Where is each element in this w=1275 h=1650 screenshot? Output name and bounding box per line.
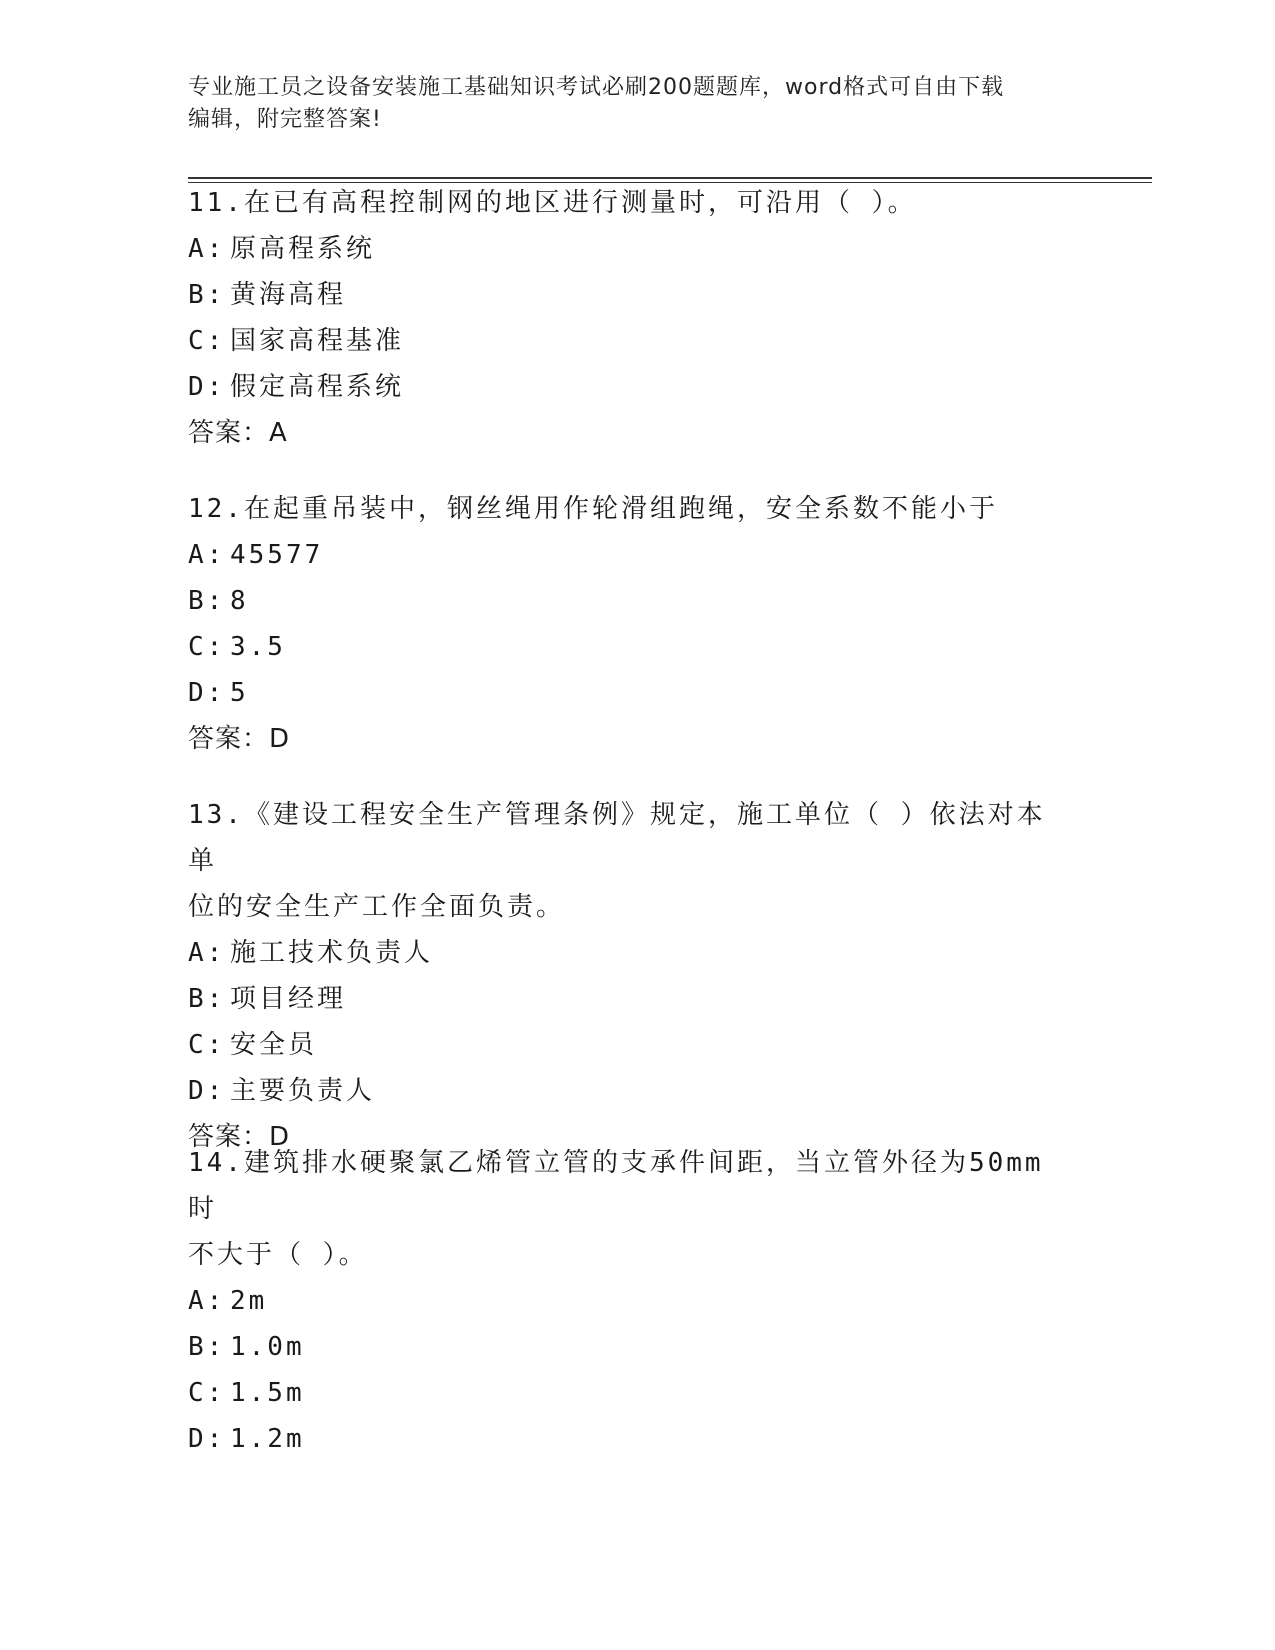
option-text: 1.0m — [230, 1332, 305, 1362]
option-d — [188, 364, 1068, 410]
header-title-line-2: 编辑，附完整答案! — [188, 107, 382, 132]
option-text: 原高程系统 — [230, 234, 376, 264]
answer-label: 答案：D — [188, 724, 291, 754]
option-b — [188, 1324, 1068, 1370]
option-d — [188, 1068, 1068, 1114]
option-letter: B: — [188, 586, 226, 616]
question-11 — [188, 180, 1068, 456]
header-title-line-1: 专业施工员之设备安装施工基础知识考试必刷200题题库，word格式可自由下载 — [188, 75, 1005, 100]
option-text: 安全员 — [230, 1030, 318, 1060]
option-text: 2m — [230, 1286, 268, 1316]
option-b — [188, 272, 1068, 318]
option-text: 假定高程系统 — [230, 372, 405, 402]
option-a — [188, 532, 1068, 578]
option-letter: A: — [188, 1286, 226, 1316]
answer-label: 答案：D — [188, 1122, 291, 1152]
question-stem: 14.建筑排水硬聚氯乙烯管立管的支承件间距，当立管外径为50mm时 — [188, 1148, 1044, 1224]
option-letter: C: — [188, 326, 226, 356]
option-c — [188, 624, 1068, 670]
option-text: 3.5 — [230, 632, 286, 662]
option-letter: D: — [188, 1076, 226, 1106]
option-c — [188, 318, 1068, 364]
question-12 — [188, 486, 1068, 762]
option-c — [188, 1022, 1068, 1068]
option-text: 项目经理 — [230, 984, 347, 1014]
option-letter: B: — [188, 984, 226, 1014]
question-13 — [188, 792, 1068, 1160]
question-stem-continued: 位的安全生产工作全面负责。 — [188, 892, 566, 922]
option-letter: B: — [188, 280, 226, 310]
option-text: 8 — [230, 586, 249, 616]
option-text: 1.2m — [230, 1424, 305, 1454]
question-stem: 13.《建设工程安全生产管理条例》规定，施工单位（ ）依法对本单 — [188, 800, 1046, 876]
option-c — [188, 1370, 1068, 1416]
option-text: 1.5m — [230, 1378, 305, 1408]
option-letter: C: — [188, 1030, 226, 1060]
question-stem: 11.在已有高程控制网的地区进行测量时，可沿用（ ）。 — [188, 188, 917, 218]
option-d — [188, 1416, 1068, 1462]
option-text: 黄海高程 — [230, 280, 347, 310]
option-letter: A: — [188, 540, 226, 570]
option-text: 5 — [230, 678, 249, 708]
option-letter: A: — [188, 234, 226, 264]
option-a — [188, 226, 1068, 272]
option-b — [188, 578, 1068, 624]
option-a — [188, 930, 1068, 976]
option-text: 国家高程基准 — [230, 326, 405, 356]
option-b — [188, 976, 1068, 1022]
option-d — [188, 670, 1068, 716]
header-divider-thick — [188, 177, 1152, 179]
option-text: 施工技术负责人 — [230, 938, 434, 968]
answer-label: 答案：A — [188, 418, 288, 448]
question-14 — [188, 1140, 1068, 1462]
document-header — [188, 72, 1068, 136]
option-a — [188, 1278, 1068, 1324]
option-letter: C: — [188, 1378, 226, 1408]
question-stem: 12.在起重吊装中，钢丝绳用作轮滑组跑绳，安全系数不能小于 — [188, 494, 998, 524]
option-letter: C: — [188, 632, 226, 662]
option-letter: B: — [188, 1332, 226, 1362]
option-letter: D: — [188, 372, 226, 402]
option-letter: A: — [188, 938, 226, 968]
option-letter: D: — [188, 1424, 226, 1454]
question-stem-continued: 不大于（ ）。 — [188, 1240, 368, 1270]
option-text: 主要负责人 — [230, 1076, 376, 1106]
option-letter: D: — [188, 678, 226, 708]
option-text: 45577 — [230, 540, 324, 570]
